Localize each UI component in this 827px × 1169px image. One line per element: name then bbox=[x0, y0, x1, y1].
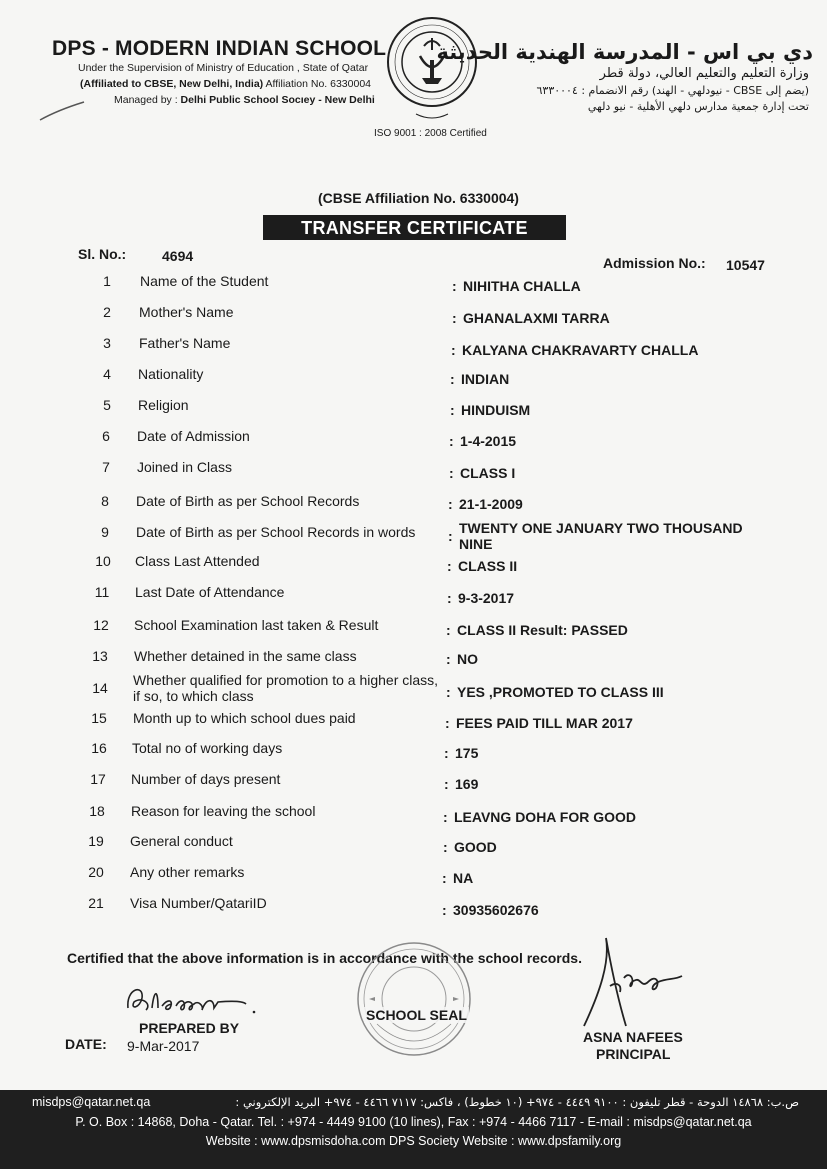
field-value: 30935602676 bbox=[453, 902, 539, 918]
field-colon: : bbox=[450, 402, 455, 418]
field-value: 175 bbox=[455, 745, 479, 761]
field-value: 9-3-2017 bbox=[458, 590, 515, 606]
field-label: Reason for leaving the school bbox=[131, 803, 316, 819]
field-number: 17 bbox=[90, 771, 106, 787]
field-colon: : bbox=[446, 651, 451, 667]
field-value: NIHITHA CHALLA bbox=[463, 278, 581, 294]
arabic-ministry-line: وزارة التعليم والتعليم العالي، دولة قطر bbox=[599, 66, 809, 81]
field-colon: : bbox=[449, 433, 454, 449]
field-number: 15 bbox=[91, 710, 107, 726]
school-name-english: DPS - MODERN INDIAN SCHOOL bbox=[52, 37, 387, 60]
field-number: 16 bbox=[91, 740, 107, 756]
field-value: 21-1-2009 bbox=[459, 496, 523, 512]
field-label: General conduct bbox=[130, 833, 233, 849]
affiliation-number: Affiliation No. 6330004 bbox=[263, 78, 371, 90]
field-colon: : bbox=[444, 745, 449, 761]
field-number: 8 bbox=[101, 493, 109, 509]
certification-statement: Certified that the above information is in accordance with the school records. bbox=[67, 950, 582, 966]
principal-signature bbox=[576, 932, 696, 1042]
field-value: GHANALAXMI TARRA bbox=[463, 310, 610, 326]
field-colon: : bbox=[446, 684, 451, 700]
field-number: 2 bbox=[103, 304, 111, 320]
field-label: Joined in Class bbox=[137, 459, 232, 475]
field-number: 4 bbox=[103, 366, 111, 382]
serial-number-label: Sl. No.: bbox=[78, 246, 127, 262]
field-number: 9 bbox=[101, 524, 109, 540]
iso-certification: ISO 9001 : 2008 Certified bbox=[374, 128, 487, 139]
field-colon: : bbox=[443, 839, 448, 855]
field-number: 21 bbox=[88, 895, 104, 911]
field-value: HINDUISM bbox=[461, 402, 531, 418]
field-label: Date of Admission bbox=[137, 428, 250, 444]
footer-email[interactable]: misdps@qatar.net.qa bbox=[32, 1095, 151, 1109]
preparer-signature bbox=[122, 978, 262, 1020]
field-label: Class Last Attended bbox=[135, 553, 260, 569]
field-value: INDIAN bbox=[461, 371, 510, 387]
footer-websites-line[interactable]: Website : www.dpsmisdoha.com DPS Society Website : www.dpsfamily.org bbox=[205, 1134, 622, 1148]
field-colon: : bbox=[446, 622, 451, 638]
admission-number-value: 10547 bbox=[726, 257, 765, 273]
field-number: 20 bbox=[88, 864, 104, 880]
field-label: Religion bbox=[138, 397, 189, 413]
field-value: LEAVNG DOHA FOR GOOD bbox=[454, 809, 636, 825]
field-label: Any other remarks bbox=[130, 864, 245, 880]
field-number: 14 bbox=[92, 680, 108, 696]
school-seal-stamp bbox=[355, 940, 473, 1058]
field-colon: : bbox=[447, 590, 452, 606]
field-value: NO bbox=[457, 651, 478, 667]
field-number: 18 bbox=[89, 803, 105, 819]
field-number: 6 bbox=[102, 428, 110, 444]
field-label: Total no of working days bbox=[132, 740, 283, 756]
footer-arabic-contact: ص.ب: ١٤٨٦٨ الدوحة - قطر تليفون : ٩١٠٠ ٤٤٤٩ - ٩٧٤+ (١٠ خطوط) ، فاكس: ٧١١٧ ٤٤٦٦ - ٩٧٤+ البريد الإلكتروني : bbox=[235, 1095, 799, 1109]
field-value: TWENTY ONE JANUARY TWO THOUSAND NINE bbox=[459, 520, 743, 552]
field-value: CLASS II bbox=[458, 558, 518, 574]
footer-contact-line: P. O. Box : 14868, Doha - Qatar. Tel. : +974 - 4449 9100 (10 lines), Fax : +974 - 4466 7117 - E-mail : misdps@qatar.net.qa bbox=[75, 1115, 752, 1129]
field-colon: : bbox=[452, 310, 457, 326]
field-number: 12 bbox=[93, 617, 109, 633]
field-number: 13 bbox=[92, 648, 108, 664]
managed-by-society: Delhi Public School Socıey - New Delhi bbox=[180, 94, 375, 106]
field-label: Last Date of Attendance bbox=[135, 584, 285, 600]
field-number: 3 bbox=[103, 335, 111, 351]
date-label: DATE: bbox=[65, 1036, 107, 1052]
field-value: KALYANA CHAKRAVARTY CHALLA bbox=[462, 342, 699, 358]
field-colon: : bbox=[447, 558, 452, 574]
field-value: GOOD bbox=[454, 839, 497, 855]
serial-number-value: 4694 bbox=[162, 248, 194, 264]
field-label: Whether qualified for promotion to a higher class, if so, to which class bbox=[133, 672, 439, 704]
field-label: Name of the Student bbox=[140, 273, 269, 289]
managed-by-line bbox=[114, 94, 375, 106]
field-label: School Examination last taken & Result bbox=[134, 617, 379, 633]
certificate-title: TRANSFER CERTIFICATE bbox=[263, 215, 566, 240]
field-label: Whether detained in the same class bbox=[134, 648, 357, 664]
field-label: Visa Number/QatariID bbox=[130, 895, 267, 911]
affiliated-cbse: (Affiliated to CBSE, New Delhi, India) bbox=[80, 78, 264, 90]
supervision-line: Under the Supervision of Ministry of Education , State of Qatar bbox=[78, 62, 369, 74]
field-label: Number of days present bbox=[131, 771, 281, 787]
field-number: 7 bbox=[102, 459, 110, 475]
field-value: YES ,PROMOTED TO CLASS III bbox=[457, 684, 664, 700]
field-label: Father's Name bbox=[139, 335, 231, 351]
field-value: NA bbox=[453, 870, 474, 886]
field-colon: : bbox=[452, 278, 457, 294]
field-value: 1-4-2015 bbox=[460, 433, 517, 449]
affiliation-line bbox=[80, 78, 371, 90]
field-label: Date of Birth as per School Records bbox=[136, 493, 360, 509]
field-colon: : bbox=[451, 342, 456, 358]
principal-name: ASNA NAFEES bbox=[583, 1029, 683, 1045]
field-colon: : bbox=[449, 465, 454, 481]
field-colon: : bbox=[445, 715, 450, 731]
field-colon: : bbox=[444, 776, 449, 792]
field-colon: : bbox=[450, 371, 455, 387]
field-colon: : bbox=[448, 496, 453, 512]
field-colon: : bbox=[443, 809, 448, 825]
cbse-affiliation: (CBSE Affiliation No. 6330004) bbox=[318, 190, 519, 206]
date-value: 9-Mar-2017 bbox=[127, 1038, 200, 1054]
field-colon: : bbox=[442, 870, 447, 886]
field-number: 10 bbox=[95, 553, 111, 569]
field-label: Nationality bbox=[138, 366, 204, 382]
field-label: Mother's Name bbox=[139, 304, 234, 320]
field-label: Month up to which school dues paid bbox=[133, 710, 356, 726]
field-value: 169 bbox=[455, 776, 479, 792]
admission-number-label: Admission No.: bbox=[603, 255, 706, 271]
school-emblem-logo bbox=[386, 16, 478, 124]
field-number: 11 bbox=[94, 584, 110, 600]
school-name-arabic: دي بي اس - المدرسة الهندية الحديثة bbox=[436, 40, 813, 64]
field-value: CLASS I bbox=[460, 465, 516, 481]
field-number: 1 bbox=[103, 273, 111, 289]
field-number: 19 bbox=[88, 833, 104, 849]
field-value: CLASS II Result: PASSED bbox=[457, 622, 628, 638]
field-colon: : bbox=[448, 528, 453, 544]
field-colon: : bbox=[442, 902, 447, 918]
arabic-affiliation-line: (يضم إلى CBSE - نيودلهي - الهند) رقم الانضمام : ٦٣٣٠٠٠٤ bbox=[536, 84, 809, 97]
field-label: Date of Birth as per School Records in words bbox=[136, 524, 416, 540]
managed-by-prefix: Managed by : bbox=[114, 94, 181, 106]
prepared-by-label: PREPARED BY bbox=[139, 1020, 240, 1036]
arabic-managed-line: تحت إدارة جمعية مدارس دلهي الأهلية - نيو دلهي bbox=[587, 100, 809, 113]
field-value: FEES PAID TILL MAR 2017 bbox=[456, 715, 633, 731]
contact-footer bbox=[0, 1090, 827, 1169]
pen-stroke-mark bbox=[38, 100, 86, 122]
field-number: 5 bbox=[103, 397, 111, 413]
principal-title: PRINCIPAL bbox=[596, 1046, 671, 1062]
school-seal-label: SCHOOL SEAL bbox=[366, 1007, 467, 1023]
